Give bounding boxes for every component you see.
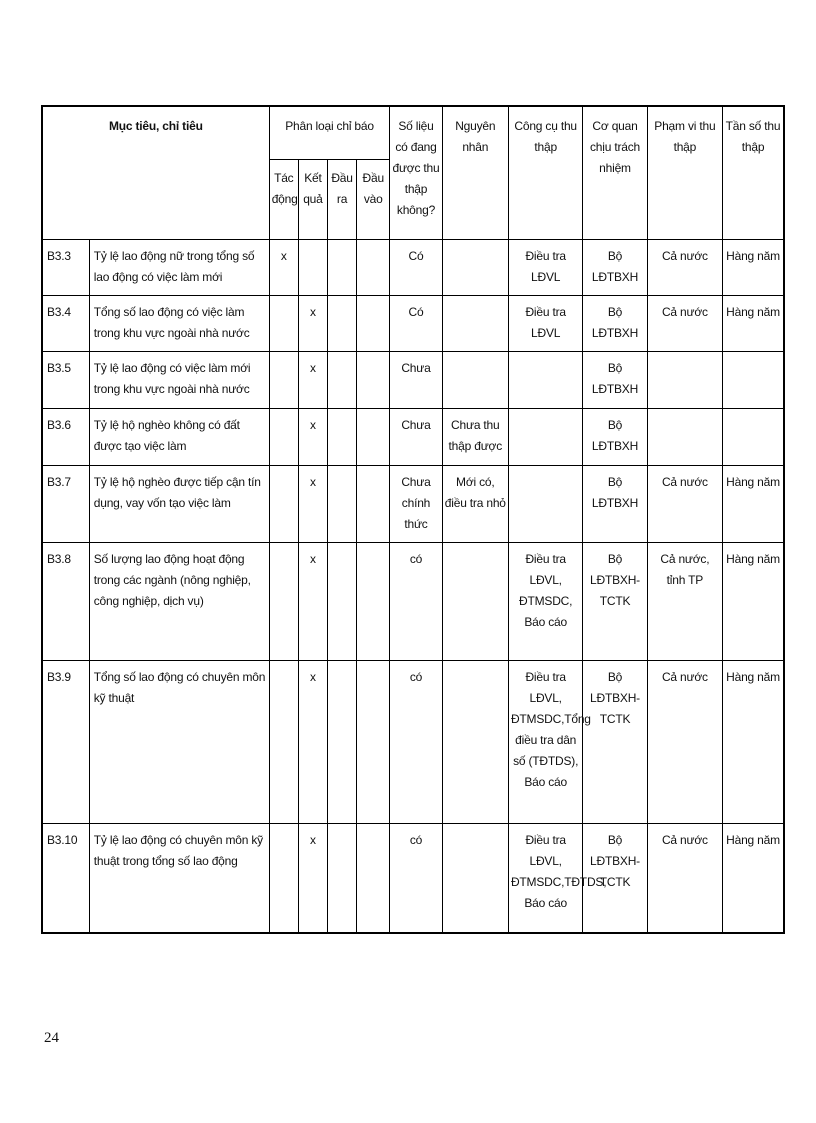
row-code: B3.4 [42,295,89,351]
header-data-available: Số liệu có đang được thu thập không? [390,106,442,239]
header-scope: Phạm vi thu thập [647,106,722,239]
row-impact [269,542,298,660]
row-impact [269,408,298,465]
row-result: x [298,295,327,351]
header-goal: Mục tiêu, chỉ tiêu [42,106,269,239]
row-data-available: Chưa [390,408,442,465]
row-output [327,351,356,408]
row-frequency: Hàng năm [723,239,784,295]
row-description: Tỷ lệ hộ nghèo không có đất được tạo việc làm [89,408,269,465]
row-description: Tỷ lệ lao động có việc làm mới trong khu vực ngoài nhà nước [89,351,269,408]
row-scope: Cả nước [647,823,722,933]
row-frequency: Hàng năm [723,660,784,823]
row-output [327,660,356,823]
row-result: x [298,351,327,408]
row-input [357,542,390,660]
row-code: B3.9 [42,660,89,823]
row-description: Tỷ lệ hộ nghèo được tiếp cận tín dụng, vay vốn tạo việc làm [89,465,269,542]
row-input [357,823,390,933]
row-input [357,295,390,351]
table-row [42,239,784,295]
row-description: Tổng số lao động có chuyên môn kỹ thuật [89,660,269,823]
row-input [357,660,390,823]
row-agency: Bộ LĐTBXH [583,239,647,295]
row-impact [269,465,298,542]
header-classification: Phân loại chỉ báo [269,106,390,159]
subheader-input: Đầu vào [357,159,390,239]
table-row [42,351,784,408]
header-tool: Công cụ thu thập [508,106,582,239]
row-reason: Chưa thu thập được [442,408,508,465]
table-row [42,660,784,823]
row-input [357,465,390,542]
row-data-available: có [390,542,442,660]
subheader-output: Đầu ra [327,159,356,239]
row-tool [508,351,582,408]
table-row [42,408,784,465]
row-result: x [298,660,327,823]
row-data-available: Chưa [390,351,442,408]
row-data-available: Có [390,239,442,295]
row-impact [269,295,298,351]
row-tool: Điều tra LĐVL [508,295,582,351]
row-data-available: có [390,660,442,823]
row-code: B3.5 [42,351,89,408]
row-output [327,239,356,295]
row-code: B3.8 [42,542,89,660]
row-output [327,408,356,465]
table-row [42,823,784,933]
row-tool: Điều tra LĐVL [508,239,582,295]
row-frequency: Hàng năm [723,542,784,660]
row-agency: Bộ LĐTBXH [583,351,647,408]
table-row [42,465,784,542]
row-tool [508,465,582,542]
table-row [42,542,784,660]
row-code: B3.7 [42,465,89,542]
row-scope [647,408,722,465]
row-output [327,542,356,660]
row-result: x [298,823,327,933]
header-agency: Cơ quan chịu trách nhiệm [583,106,647,239]
row-agency: Bộ LĐTBXH-TCTK [583,660,647,823]
table-row [42,295,784,351]
row-frequency: Hàng năm [723,295,784,351]
row-reason [442,542,508,660]
row-tool: Điều tra LĐVL, ĐTMSDC,Tổng điều tra dân số (TĐTDS), Báo cáo [508,660,582,823]
row-input [357,239,390,295]
row-scope: Cả nước, tỉnh TP [647,542,722,660]
row-result: x [298,542,327,660]
indicator-table [41,105,785,934]
row-frequency [723,351,784,408]
row-result: x [298,408,327,465]
row-data-available: có [390,823,442,933]
header-reason: Nguyên nhân [442,106,508,239]
row-code: B3.6 [42,408,89,465]
row-impact [269,823,298,933]
row-impact [269,351,298,408]
row-tool [508,408,582,465]
row-description: Tỷ lệ lao động nữ trong tổng số lao động có việc làm mới [89,239,269,295]
row-scope: Cả nước [647,295,722,351]
row-input [357,408,390,465]
row-reason [442,351,508,408]
row-data-available: Chưa chính thức [390,465,442,542]
row-result: x [298,465,327,542]
row-reason [442,295,508,351]
row-frequency: Hàng năm [723,823,784,933]
row-tool: Điều tra LĐVL, ĐTMSDC,TĐTDS, Báo cáo [508,823,582,933]
row-reason [442,823,508,933]
row-description: Tổng số lao động có việc làm trong khu vực ngoài nhà nước [89,295,269,351]
header-frequency: Tần số thu thập [723,106,784,239]
row-reason [442,239,508,295]
row-description: Số lượng lao động hoạt động trong các ngành (nông nghiệp, công nghiệp, dịch vụ) [89,542,269,660]
row-agency: Bộ LĐTBXH-TCTK [583,823,647,933]
row-description: Tỷ lệ lao động có chuyên môn kỹ thuật trong tổng số lao động [89,823,269,933]
row-impact [269,660,298,823]
row-scope: Cả nước [647,239,722,295]
row-agency: Bộ LĐTBXH [583,408,647,465]
row-reason [442,660,508,823]
row-output [327,465,356,542]
row-input [357,351,390,408]
subheader-impact: Tác động [269,159,298,239]
row-agency: Bộ LĐTBXH-TCTK [583,542,647,660]
row-output [327,823,356,933]
row-scope [647,351,722,408]
row-result [298,239,327,295]
row-frequency: Hàng năm [723,465,784,542]
row-reason: Mới có, điều tra nhỏ [442,465,508,542]
page-number: 24 [44,1030,59,1046]
row-scope: Cả nước [647,465,722,542]
row-output [327,295,356,351]
row-agency: Bộ LĐTBXH [583,465,647,542]
row-code: B3.3 [42,239,89,295]
row-impact: x [269,239,298,295]
row-code: B3.10 [42,823,89,933]
row-agency: Bộ LĐTBXH [583,295,647,351]
row-scope: Cả nước [647,660,722,823]
subheader-result: Kết quả [298,159,327,239]
row-data-available: Có [390,295,442,351]
row-tool: Điều tra LĐVL, ĐTMSDC, Báo cáo [508,542,582,660]
row-frequency [723,408,784,465]
